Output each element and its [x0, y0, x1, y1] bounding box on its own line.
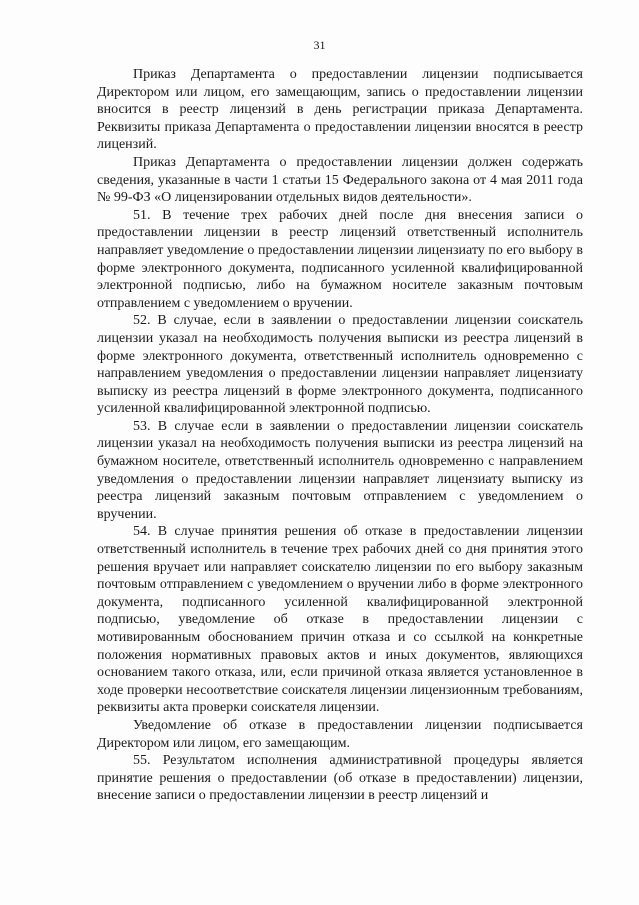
- document-body: [97, 66, 583, 805]
- paragraph-order-contents: Приказ Департамента о предоставлении лицензии должен содержать сведения, указанные в части 1 статьи 15 Федерального закона от 4 мая 2011 года № 99-ФЗ «О лицензировании отдельных видов деятельности».: [97, 154, 583, 206]
- paragraph-refusal-signing: Уведомление об отказе в предоставлении лицензии подписывается Директором или лицом, его замещающим.: [97, 717, 583, 751]
- paragraph-52: 52. В случае, если в заявлении о предоставлении лицензии соискатель лицензии указал на необходимость получения выписки из реестра лицензий в форме электронного документа, ответственный исполнитель одновременно с направлением уведомления о предоставлении лицензии направляет лицензиату выписку из реестра лицензий в форме электронного документа, подписанного усиленной квалифицированной электронной подписью.: [97, 313, 583, 417]
- page-number: 31: [313, 38, 326, 52]
- paragraph-54: 54. В случае принятия решения об отказе в предоставлении лицензии ответственный исполнитель в течение трех рабочих дней со дня принятия этого решения вручает или направляет соискателю лицензии по его выбору заказным почтовым отправлением с уведомлением о вручении либо в форме электронного документа, подписанного усиленной квалифицированной электронной подписью, уведомление об отказе в предоставлении лицензии с мотивированным обоснованием причин отказа и со ссылкой на конкретные положения нормативных правовых актов и иных документов, являющихся основанием такого отказа, или, если причиной отказа является установленное в ходе проверки несоответствие соискателя лицензии лицензионным требованиям, реквизиты акта проверки соискателя лицензии.: [97, 524, 583, 716]
- paragraph-51: 51. В течение трех рабочих дней после дня внесения записи о предоставлении лицензии в реестр лицензий ответственный исполнитель направляет уведомление о предоставлении лицензии лицензиату по его выбору в форме электронного документа, подписанного усиленной квалифицированной электронной подписью, либо на бумажном носителе заказным почтовым отправлением с уведомлением о вручении.: [97, 207, 583, 311]
- paragraph-53: 53. В случае если в заявлении о предоставлении лицензии соискатель лицензии указал на необходимость получения выписки из реестра лицензий на бумажном носителе, ответственный исполнитель одновременно с направлением уведомления о предоставлении лицензии направляет лицензиату выписку из реестра лицензий заказным почтовым отправлением с уведомлением о вручении.: [97, 418, 583, 522]
- paragraph-55: 55. Результатом исполнения административной процедуры является принятие решения о предоставлении (об отказе в предоставлении) лицензии, внесение записи о предоставлении лицензии в реестр лицензий и: [97, 753, 583, 804]
- paragraph-order-signing: Приказ Департамента о предоставлении лицензии подписывается Директором или лицом, его замещающим, запись о предоставлении лицензии вносится в реестр лицензий в день регистрации приказа Департамента. Реквизиты приказа Департамента о предоставлении лицензии вносятся в реестр лицензий.: [97, 67, 583, 153]
